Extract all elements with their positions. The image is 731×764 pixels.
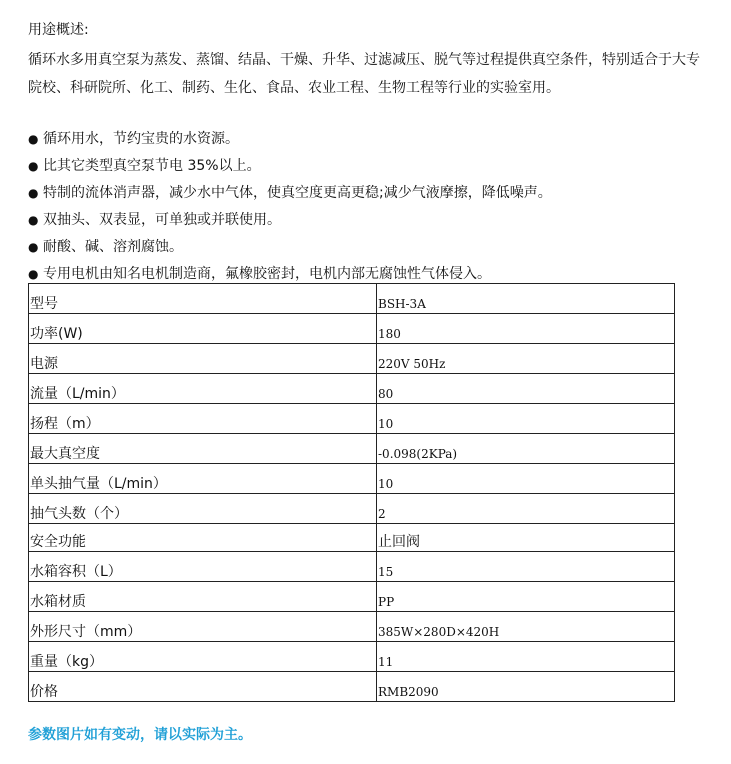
spec-value: 220V 50Hz <box>377 344 675 374</box>
bullet-icon: ● <box>28 213 39 227</box>
table-row <box>29 494 675 524</box>
feature-item <box>28 207 552 234</box>
spec-label: 价格 <box>29 672 377 702</box>
table-row <box>29 314 675 344</box>
spec-table <box>28 283 675 702</box>
feature-item <box>28 126 552 153</box>
feature-item <box>28 180 552 207</box>
spec-value: 15 <box>377 552 675 582</box>
feature-text: 专用电机由知名电机制造商，氟橡胶密封，电机内部无腐蚀性气体侵入。 <box>43 266 491 282</box>
table-row <box>29 284 675 314</box>
bullet-icon: ● <box>28 240 39 254</box>
spec-label: 功率(W) <box>29 314 377 344</box>
spec-label: 水箱容积（L） <box>29 552 377 582</box>
table-row <box>29 344 675 374</box>
spec-value: 10 <box>377 464 675 494</box>
spec-label: 型号 <box>29 284 377 314</box>
feature-text: 双抽头、双表显，可单独或并联使用。 <box>43 212 281 228</box>
spec-value: 10 <box>377 404 675 434</box>
table-row <box>29 552 675 582</box>
table-row <box>29 612 675 642</box>
spec-value: 2 <box>377 494 675 524</box>
feature-text: 循环用水，节约宝贵的水资源。 <box>43 131 239 147</box>
spec-value: 止回阀 <box>377 524 675 552</box>
spec-label: 扬程（m） <box>29 404 377 434</box>
bullet-icon: ● <box>28 186 39 200</box>
spec-label: 水箱材质 <box>29 582 377 612</box>
spec-value: 180 <box>377 314 675 344</box>
bullet-icon: ● <box>28 132 39 146</box>
table-row <box>29 374 675 404</box>
spec-value: 385W×280D×420H <box>377 612 675 642</box>
feature-list <box>28 126 552 288</box>
table-row <box>29 642 675 672</box>
feature-text: 耐酸、碱、溶剂腐蚀。 <box>43 239 183 255</box>
table-row <box>29 672 675 702</box>
spec-value: 11 <box>377 642 675 672</box>
bullet-icon: ● <box>28 159 39 173</box>
disclaimer-note: 参数图片如有变动，请以实际为主。 <box>28 727 252 743</box>
table-row <box>29 404 675 434</box>
intro-paragraph: 循环水多用真空泵为蒸发、蒸馏、结晶、干燥、升华、过滤减压、脱气等过程提供真空条件，特别适合于大专院校、科研院所、化工、制药、生化、食品、农业工程、生物工程等行业的实验室用。 <box>28 52 700 96</box>
feature-item <box>28 153 552 180</box>
table-row <box>29 464 675 494</box>
feature-text: 比其它类型真空泵节电 35%以上。 <box>43 158 261 174</box>
table-row <box>29 582 675 612</box>
bullet-icon: ● <box>28 267 39 281</box>
spec-label: 流量（L/min） <box>29 374 377 404</box>
section-heading: 用途概述: <box>28 22 89 38</box>
spec-value: 80 <box>377 374 675 404</box>
table-row <box>29 524 675 552</box>
spec-value: BSH-3A <box>377 284 675 314</box>
spec-value: PP <box>377 582 675 612</box>
feature-item <box>28 234 552 261</box>
spec-label: 单头抽气量（L/min） <box>29 464 377 494</box>
spec-label: 重量（kg） <box>29 642 377 672</box>
spec-label: 安全功能 <box>29 524 377 552</box>
spec-label: 抽气头数（个） <box>29 494 377 524</box>
feature-text: 特制的流体消声器，减少水中气体，使真空度更高更稳;减少气液摩擦，降低噪声。 <box>43 185 552 201</box>
spec-value: RMB2090 <box>377 672 675 702</box>
spec-label: 最大真空度 <box>29 434 377 464</box>
table-row <box>29 434 675 464</box>
spec-label: 外形尺寸（mm） <box>29 612 377 642</box>
spec-label: 电源 <box>29 344 377 374</box>
spec-value: -0.098(2KPa) <box>377 434 675 464</box>
